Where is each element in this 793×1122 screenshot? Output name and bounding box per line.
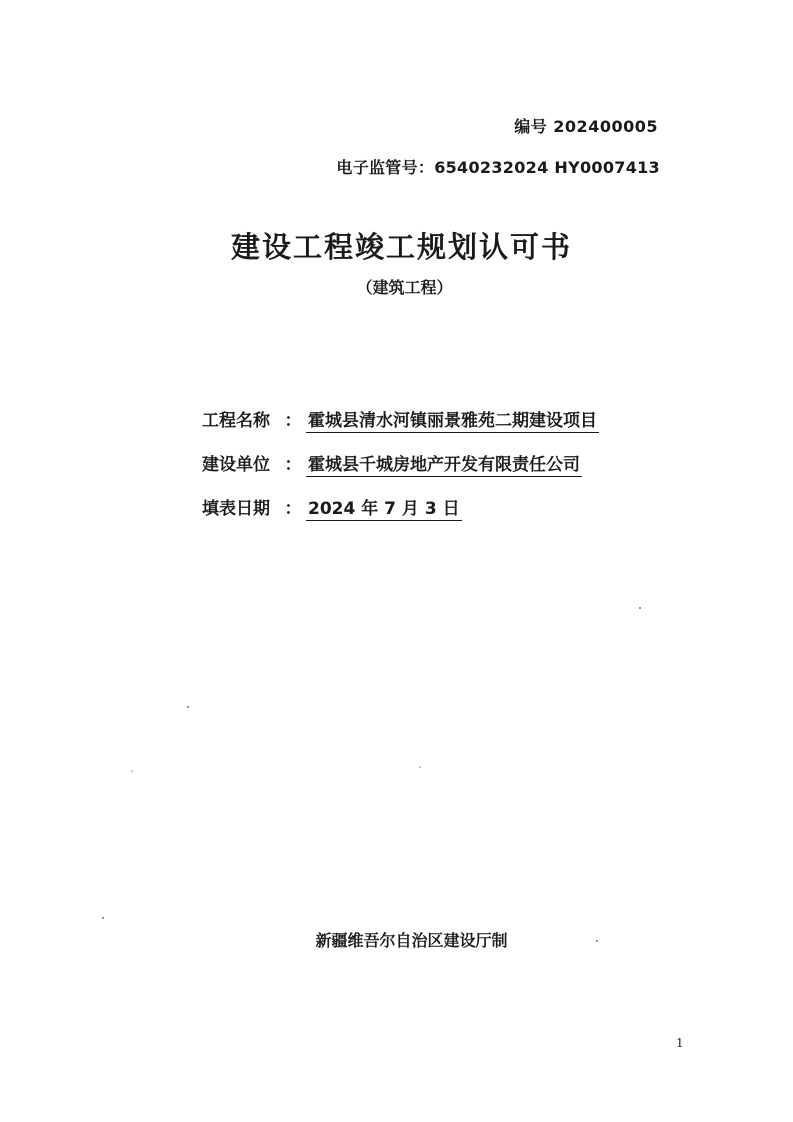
- field-colon: ：: [284, 455, 302, 475]
- electronic-supervision-number: 电子监管号：6540232024 HY0007413: [336, 158, 660, 177]
- page-number: 1: [676, 1036, 684, 1050]
- field-label: 工程名称: [202, 411, 270, 431]
- field-label: 填表日期: [202, 499, 270, 519]
- field-row-fill-date: [202, 494, 702, 538]
- field-label: 建设单位: [202, 455, 270, 475]
- document-number: 编号 202400005: [514, 117, 658, 136]
- scan-speck: [639, 607, 641, 609]
- field-row-construction-unit: [202, 450, 702, 494]
- issuer-line: 新疆维吾尔自治区建设厅制: [315, 931, 508, 950]
- field-value-fill-date: 2024 年 7 月 3 日: [306, 494, 462, 521]
- field-value-construction-unit: 霍城县千城房地产开发有限责任公司: [306, 450, 582, 477]
- scan-speck: [419, 766, 421, 768]
- document-fields: [202, 406, 702, 538]
- document-title: 建设工程竣工规划认可书: [230, 230, 572, 264]
- field-value-project-name: 霍城县清水河镇丽景雅苑二期建设项目: [306, 406, 599, 433]
- field-colon: ：: [284, 411, 302, 431]
- document-subtitle: （建筑工程）: [356, 278, 453, 297]
- scan-speck: [131, 770, 133, 772]
- scan-speck: [596, 940, 598, 942]
- scan-speck: [102, 917, 104, 919]
- scan-speck: [187, 706, 189, 708]
- field-row-project-name: [202, 406, 702, 450]
- field-colon: ：: [284, 499, 302, 519]
